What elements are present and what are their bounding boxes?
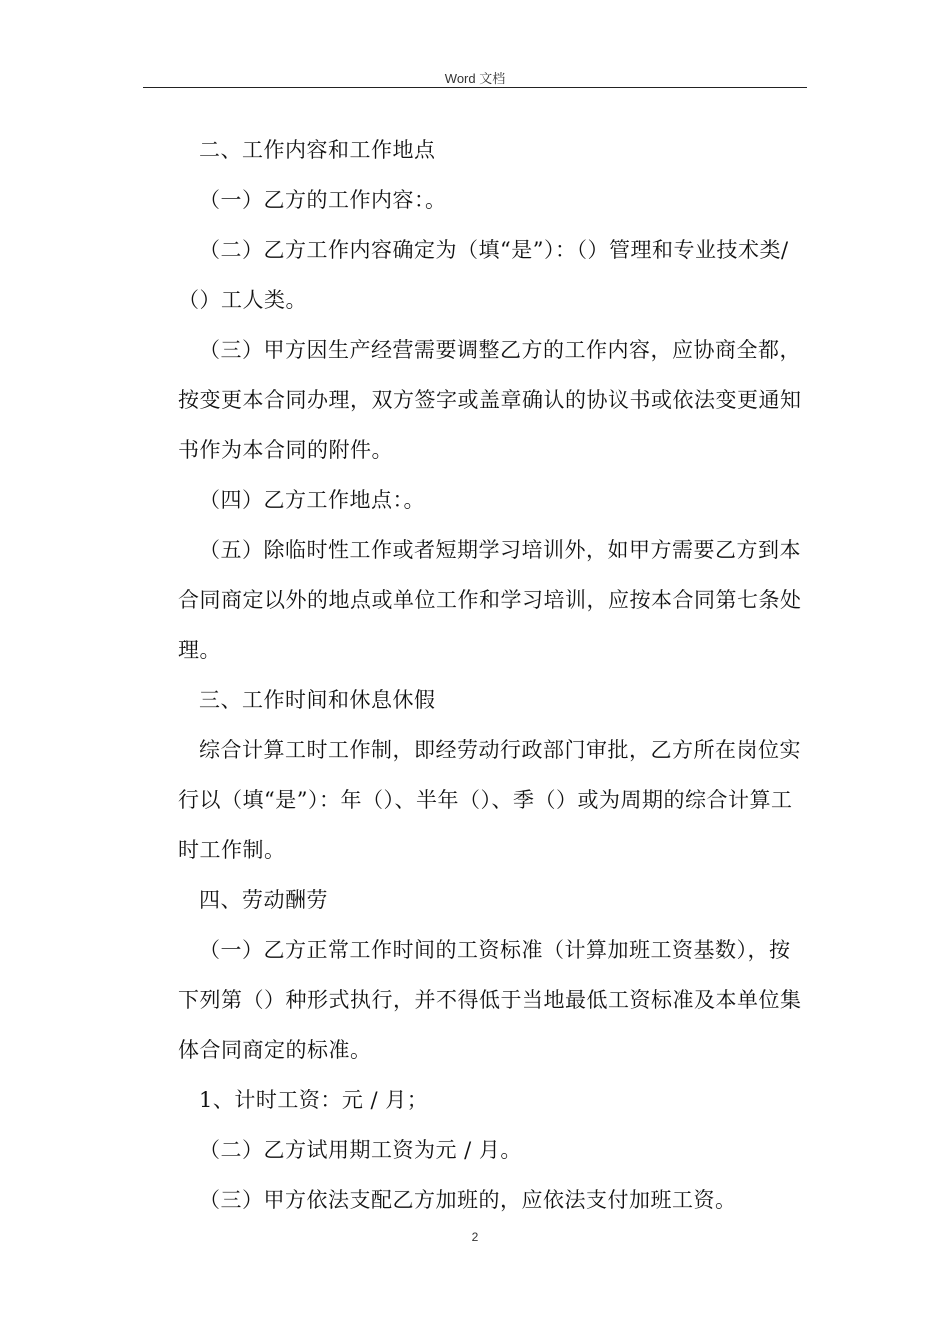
paragraph: 综合计算工时工作制，即经劳动行政部门审批，乙方所在岗位实行以（填“是”）：年（）、半年（）、季（）或为周期的综合计算工时工作制。 — [178, 738, 801, 862]
paragraph: （二）乙方试用期工资为元 / 月。 — [199, 1138, 522, 1162]
paragraph: （一）乙方正常工作时间的工资标准（计算加班工资基数），按下列第（）种形式执行，并不得低于当地最低工资标准及本单位集体合同商定的标准。 — [178, 938, 802, 1062]
section-heading-work-hours: 三、工作时间和休息休假 — [199, 688, 436, 712]
page-header: Word 文档 — [444, 71, 506, 86]
header-divider — [143, 87, 807, 88]
paragraph: （一）乙方的工作内容：。 — [199, 188, 447, 212]
paragraph: （二）乙方工作内容确定为（填“是”）：（）管理和专业技术类/（）工人类。 — [178, 238, 789, 312]
paragraph: （四）乙方工作地点：。 — [199, 488, 425, 512]
section-heading-work-content: 二、工作内容和工作地点 — [199, 138, 436, 162]
paragraph: （五）除临时性工作或者短期学习培训外，如甲方需要乙方到本合同商定以外的地点或单位工作和学习培训，应按本合同第七条处理。 — [178, 538, 802, 662]
section-heading-remuneration: 四、劳动酬劳 — [199, 888, 328, 912]
paragraph: （三）甲方依法支配乙方加班的，应依法支付加班工资。 — [199, 1188, 737, 1212]
paragraph: （三）甲方因生产经营需要调整乙方的工作内容，应协商全都，按变更本合同办理，双方签字或盖章确认的协议书或依法变更通知书作为本合同的附件。 — [178, 338, 802, 462]
paragraph: 1、计时工资：元 / 月； — [199, 1088, 429, 1112]
page-number: 2 — [471, 1230, 479, 1244]
document-body — [178, 125, 808, 1225]
